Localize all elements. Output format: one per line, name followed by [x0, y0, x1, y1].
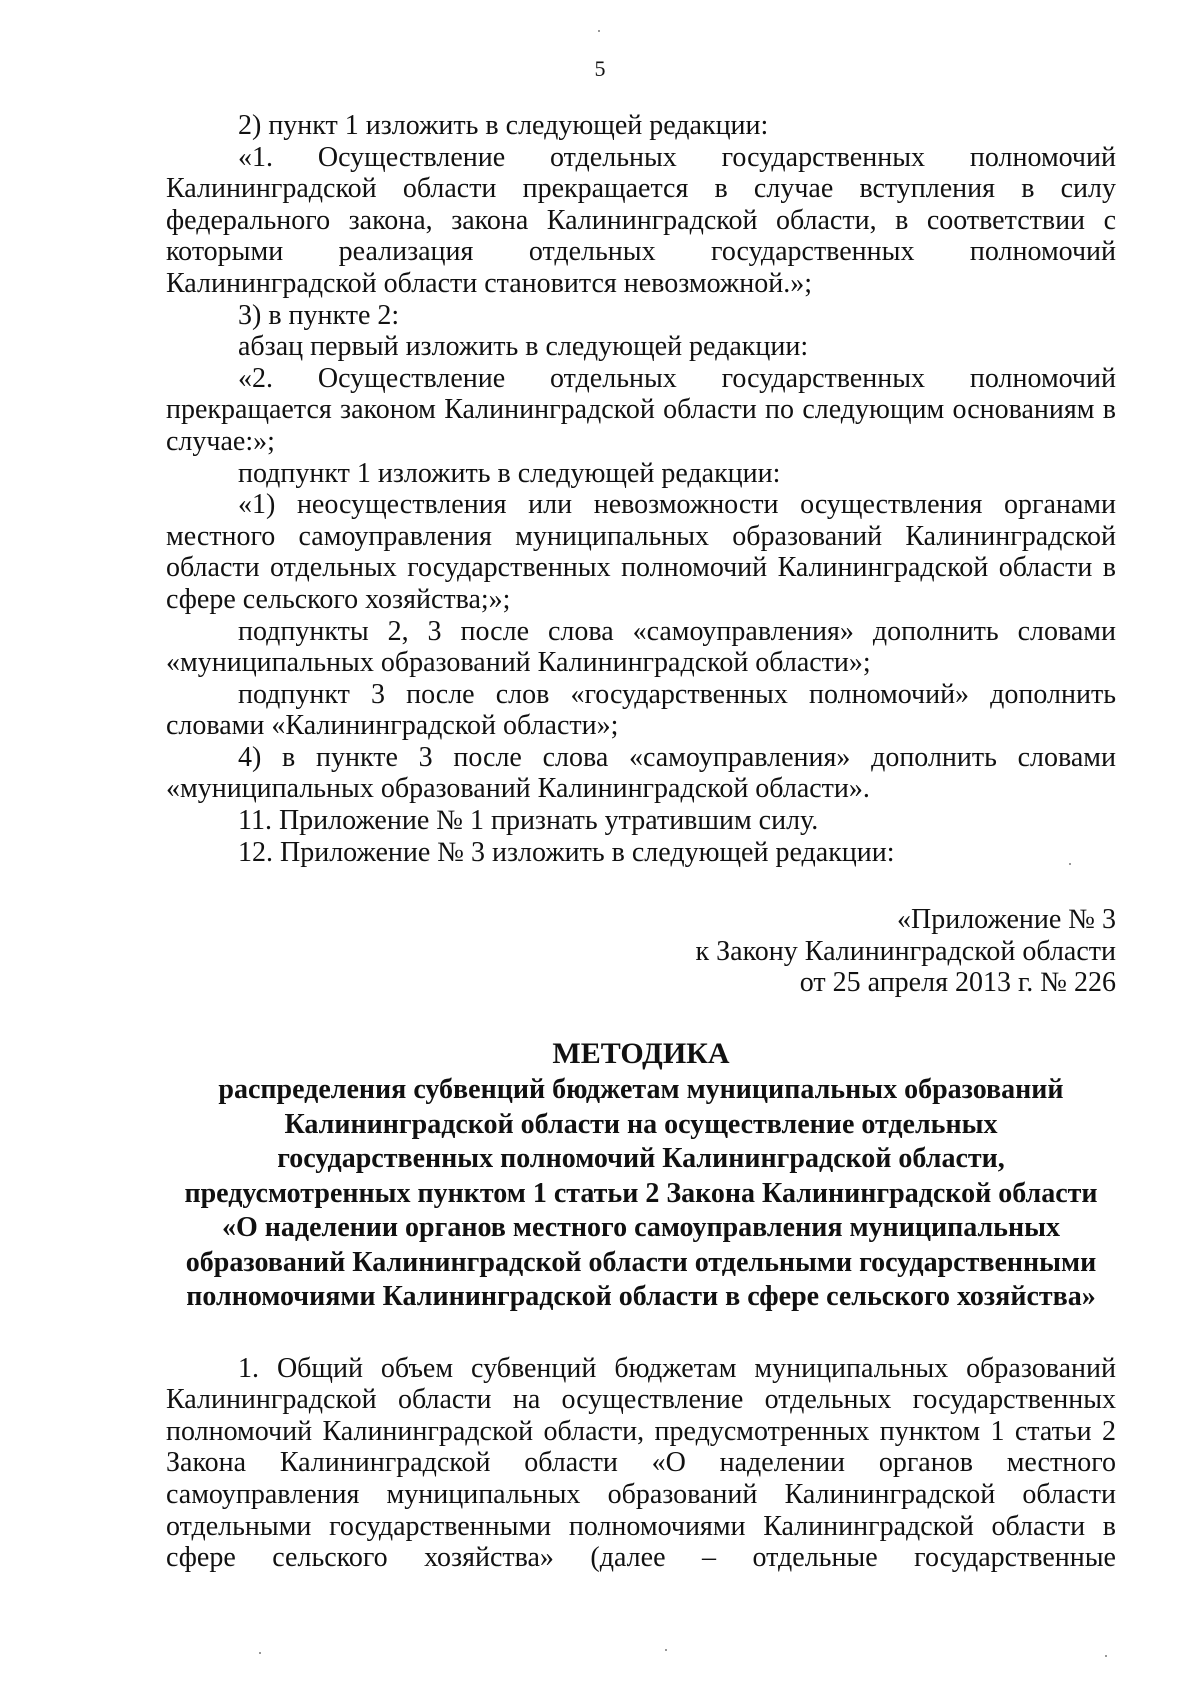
methodology-subtitle	[166, 1073, 1116, 1315]
amendment-subitem-3: подпункт 3 после слов «государственных полномочий» дополнить словами «Калининградской области»;	[166, 678, 1116, 742]
amendment-item-2-text: «1. Осуществление отдельных государственных полномочий Калининградской области прекращается в случае вступления в силу федерального закона, закона Калининградской области, в соответствии с которыми реализация отдельных государственных полномочий Калининградской области становится невозможной.»;	[166, 141, 1116, 299]
scan-speck	[259, 1652, 261, 1654]
amendment-item-2: 2) пункт 1 изложить в следующей редакции:	[238, 110, 769, 141]
methodology-title: МЕТОДИКА	[552, 1037, 730, 1071]
amendment-subitem-1-text: «1) неосуществления или невозможности осуществления органами местного самоуправления муниципальных образований Калининградской области отдельных государственных полномочий Калининградской области в сфере сельского хозяйства;»;	[166, 489, 1116, 615]
amendment-item-3: 3) в пункте 2:	[238, 299, 400, 331]
methodology-heading	[166, 1037, 1116, 1315]
scan-speck	[598, 30, 600, 32]
methodology-subtitle-line: «О наделении органов местного самоуправления муниципальных	[222, 1212, 1060, 1244]
appendix-number: «Приложение № 3	[897, 904, 1116, 936]
scan-speck	[665, 1649, 667, 1651]
appendix-law-date: от 25 апреля 2013 г. № 226	[799, 967, 1116, 999]
amendment-item-12: 12. Приложение № 3 изложить в следующей редакции:	[238, 836, 895, 868]
appendix-law-reference: к Закону Калининградской области	[695, 935, 1116, 967]
page-number: 5	[594, 56, 606, 81]
methodology-subtitle-line: государственных полномочий Калининградской области,	[277, 1143, 1005, 1175]
methodology-subtitle-line: Калининградской области на осуществление отдельных	[284, 1108, 998, 1140]
methodology-subtitle-line: образований Калининградской области отдельными государственными	[185, 1246, 1097, 1278]
scan-speck	[1105, 1655, 1107, 1657]
methodology-subtitle-line: предусмотренных пунктом 1 статьи 2 Закона Калининградской области	[184, 1177, 1098, 1209]
document-body	[166, 110, 1116, 1574]
appendix-reference-block	[166, 904, 1116, 999]
methodology-subtitle-line: полномочиями Калининградской области в сфере сельского хозяйства»	[186, 1281, 1096, 1313]
methodology-paragraph-1: 1. Общий объем субвенций бюджетам муниципальных образований Калининградской области на осуществление отдельных государственных полномочий Калининградской области, предусмотренных пунктом 1 статьи 2 Закона Калининградской области «О наделении органов местного самоуправления муниципальных образований Калининградской области отдельными государственными полномочиями Калининградской области в сфере сельского хозяйства» (далее – отдельные государственные	[166, 1352, 1116, 1574]
amendment-item-4: 4) в пункте 3 после слова «самоуправления» дополнить словами «муниципальных образований Калининградской области».	[166, 741, 1116, 805]
amendment-subitem-1-instruction: подпункт 1 изложить в следующей редакции:	[238, 457, 781, 489]
amendment-item-11: 11. Приложение № 1 признать утратившим силу.	[238, 805, 819, 837]
methodology-subtitle-line: распределения субвенций бюджетам муниципальных образований	[218, 1074, 1064, 1106]
amendment-item-3-instruction: абзац первый изложить в следующей редакции:	[238, 331, 809, 363]
amendment-item-3-text: «2. Осуществление отдельных государственных полномочий прекращается законом Калининградской области по следующим основаниям в случае:»;	[166, 362, 1116, 457]
amendment-subitems-2-3: подпункты 2, 3 после слова «самоуправления» дополнить словами «муниципальных образований Калининградской области»;	[166, 615, 1116, 679]
